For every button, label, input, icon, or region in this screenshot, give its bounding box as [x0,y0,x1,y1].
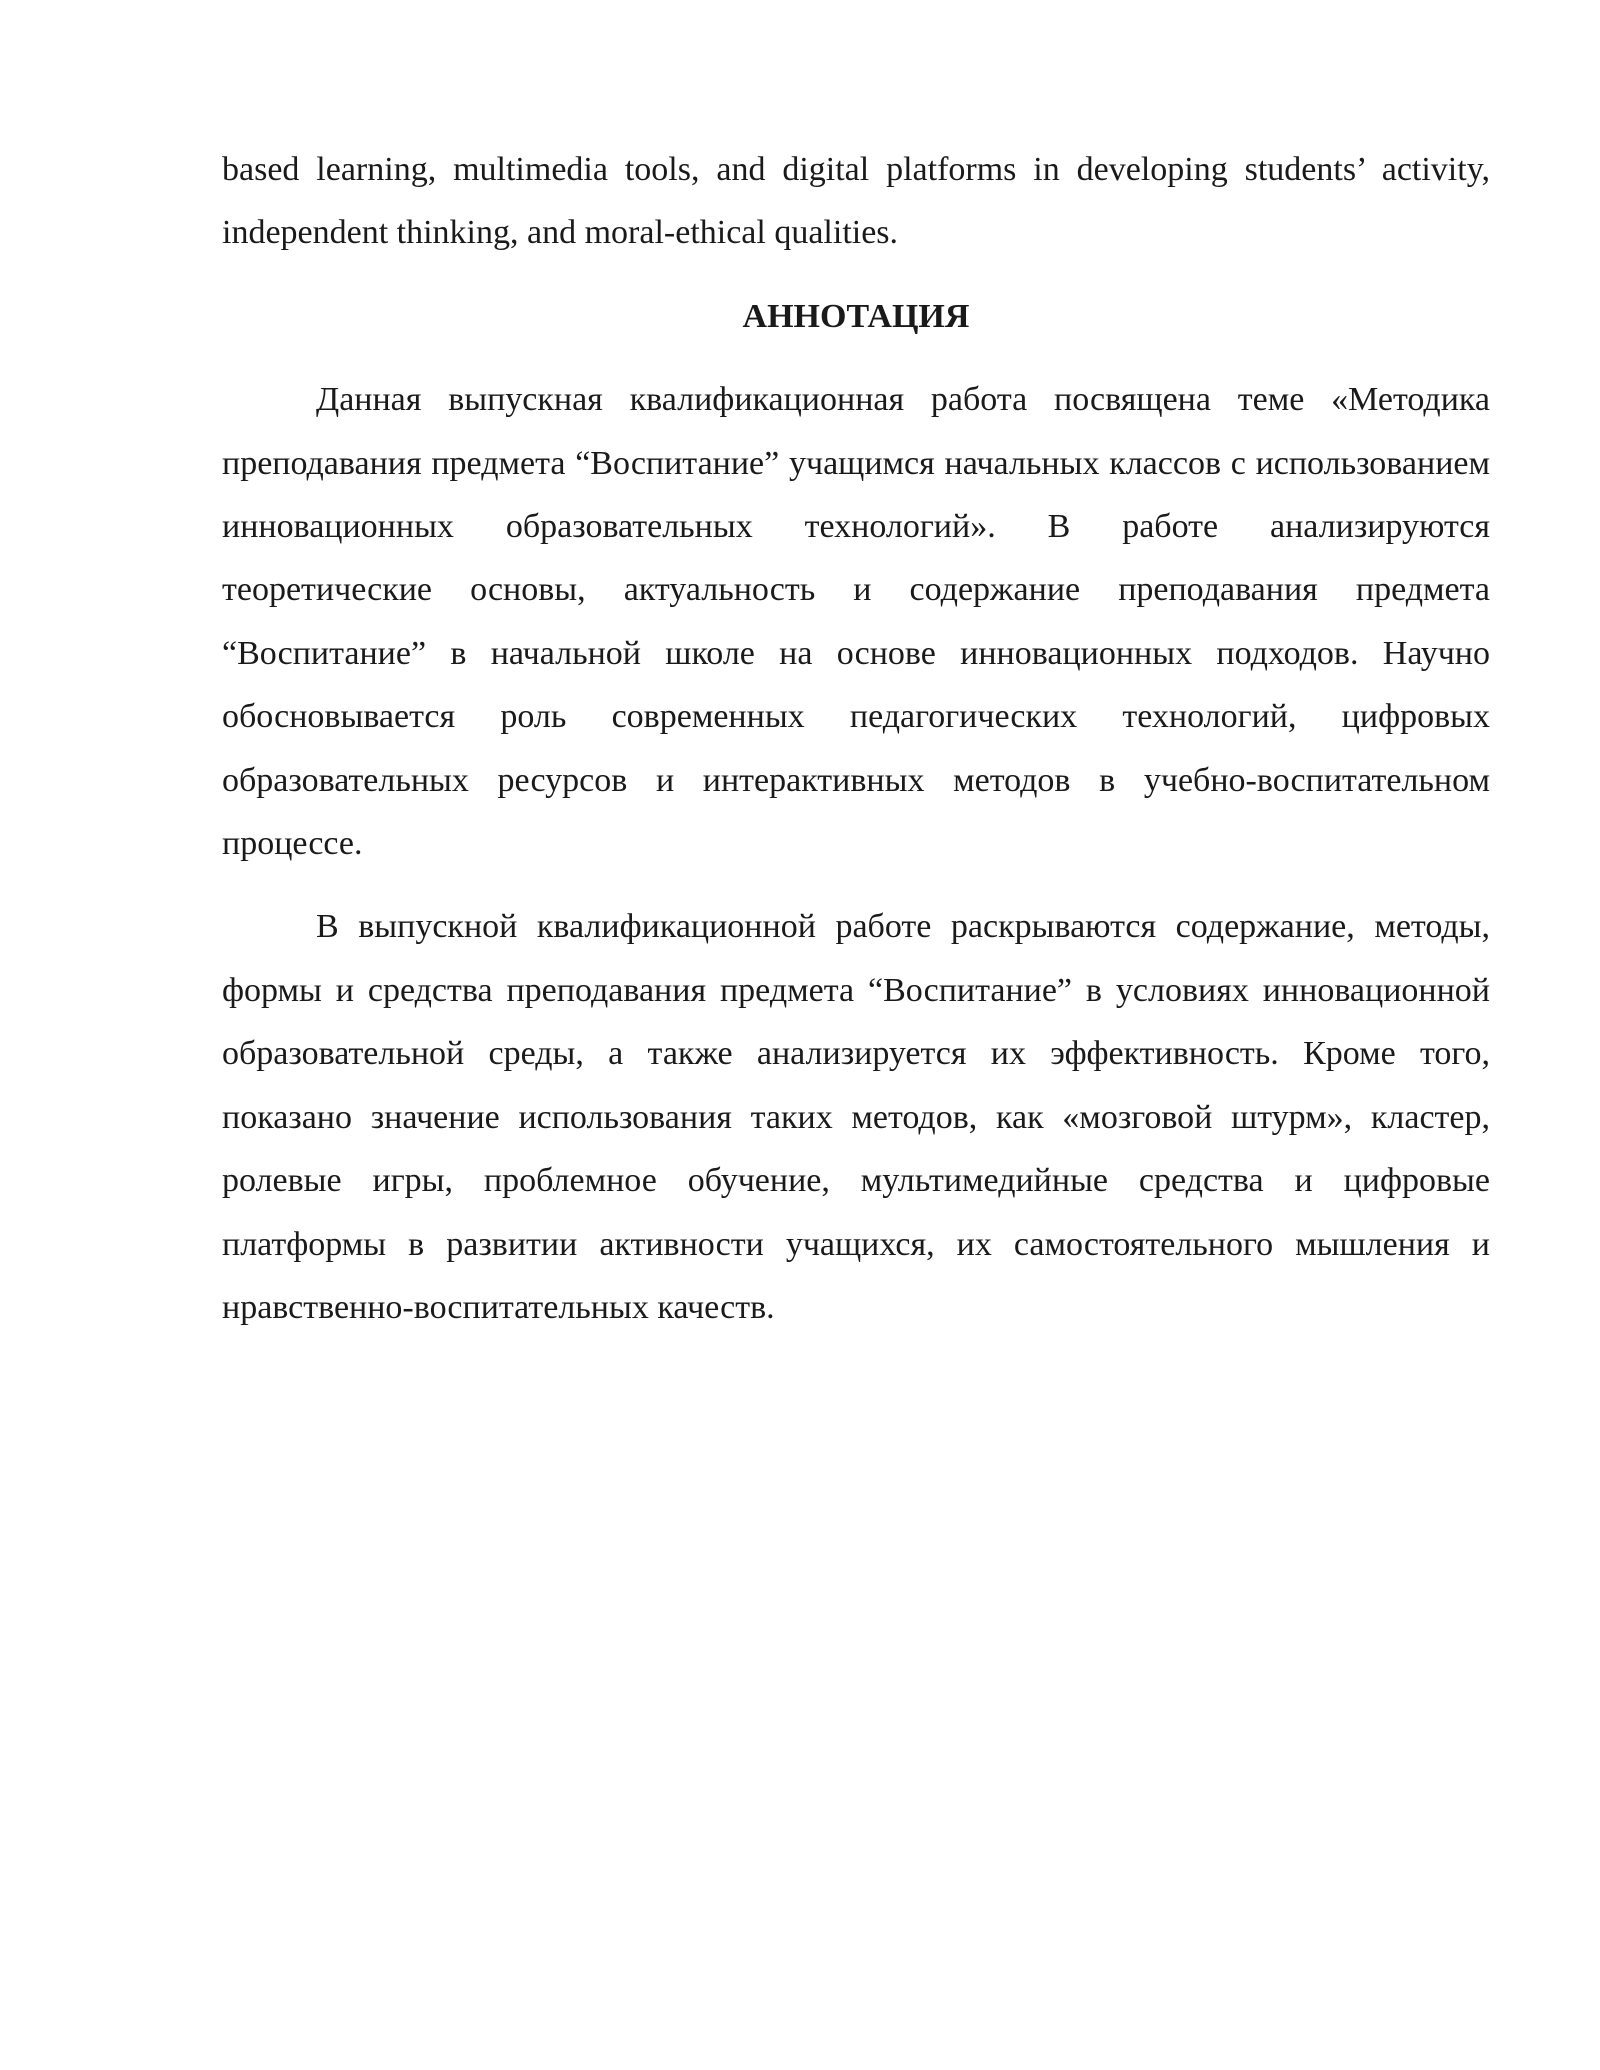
paragraph-gap [222,875,1490,895]
annotation-paragraph-2: В выпускной квалификационной работе раскрываются содержание, методы, формы и средства преподавания предмета “Воспитание” в условиях инновационной образовательной среды, а также анализируется их эффективность. Кроме того, показано значение использования таких методов, как «мозговой штурм», кластер, ролевые игры, проблемное обучение, мультимедийные средства и цифровые платформы в развитии активности учащихся, их самостоятельного мышления и нравственно-воспитательных качеств. [222,908,1490,1326]
annotation-heading: АННОТАЦИЯ [742,297,970,335]
intro-paragraph: based learning, multimedia tools, and digital platforms in developing students’ activity, independent thinking, and moral-ethical qualities. [222,151,1490,252]
page-content [222,138,1490,1339]
annotation-paragraph-1: Данная выпускная квалификационная работа посвящена теме «Методика преподавания предмета “Воспитание” учащимся начальных классов с использованием инновационных образовательных технологий». В работе анализируются теоретические основы, актуальность и содержание преподавания предмета “Воспитание” в начальной школе на основе инновационных подходов. Научно обосновывается роль современных педагогических технологий, цифровых образовательных ресурсов и интерактивных методов в учебно-воспитательном процессе. [222,381,1490,863]
